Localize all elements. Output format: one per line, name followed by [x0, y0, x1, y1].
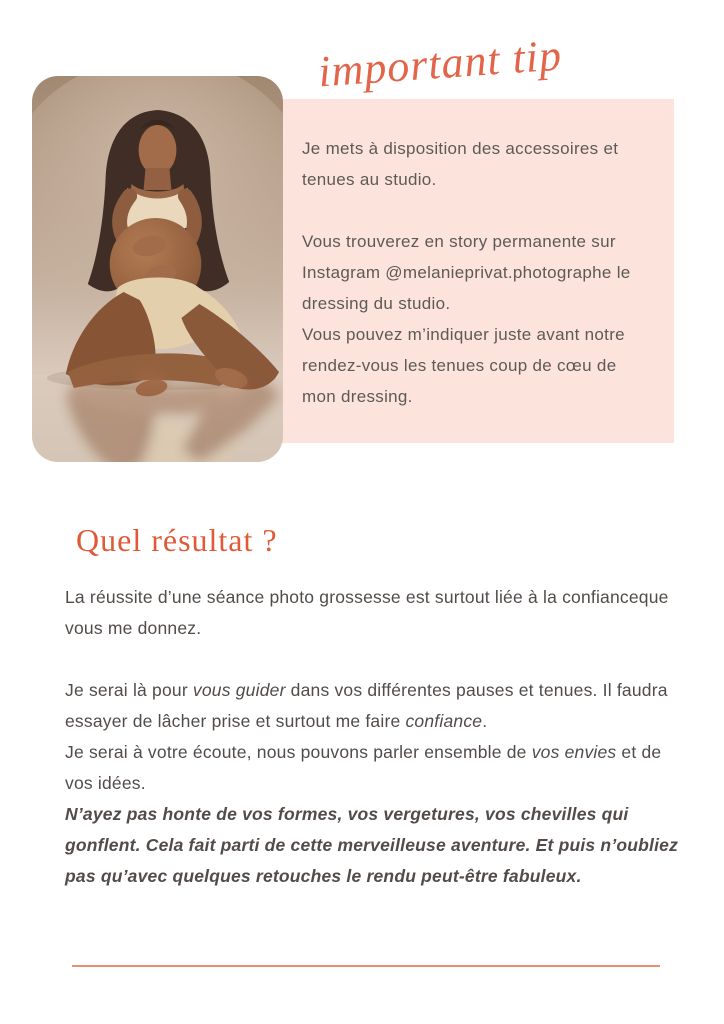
body-paragraphs [65, 582, 680, 892]
maternity-photo [32, 76, 283, 462]
body-paragraph: Je serai à votre écoute, nous pouvons parler ensemble de vos envies et de vos idées. [65, 742, 662, 793]
section-heading: Quel résultat ? [76, 522, 278, 558]
tip-paragraph: Je mets à disposition des accessoires et tenues au studio. [302, 139, 619, 189]
divider-line [72, 965, 660, 967]
tip-box [272, 99, 674, 443]
body-paragraph: Je serai là pour vous guider dans vos différentes pauses et tenues. Il faudra essayer de lâcher prise et surtout me faire confiance. [65, 680, 668, 731]
script-headline: important tip [316, 30, 564, 97]
tip-paragraphs [302, 133, 652, 412]
tip-paragraph: Vous pouvez m’indiquer juste avant notre rendez-vous les tenues coup de cœu de mon dressing. [302, 325, 625, 406]
body-paragraph: N’ayez pas honte de vos formes, vos vergetures, vos chevilles qui gonflent. Cela fait parti de cette merveilleuse aventure. Et puis n’oubliez pas qu’avec quelques retouches le rendu peut-être fabuleux. [65, 804, 679, 886]
body-paragraph: La réussite d’une séance photo grossesse est surtout liée à la confianceque vous me donnez. [65, 587, 669, 638]
tip-paragraph: Vous trouverez en story permanente sur Instagram @melanieprivat.photographe le dressing du studio. [302, 232, 631, 313]
maternity-photo-illustration [32, 76, 283, 462]
